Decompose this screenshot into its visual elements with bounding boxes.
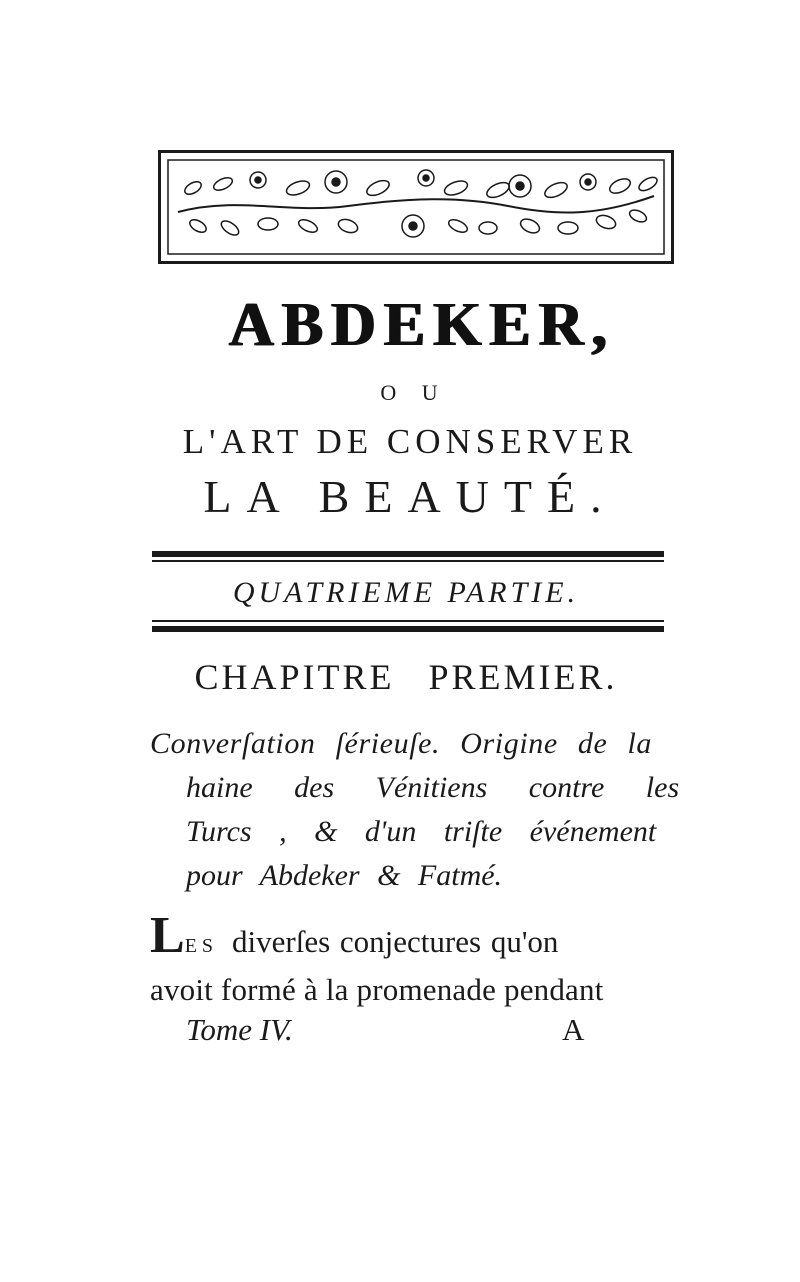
title-conjunction-text: O U [380,380,448,405]
part-heading: QUATRIEME PARTIE. [232,576,580,609]
upper-thick-rule [152,551,664,557]
chapter-summary [150,722,680,898]
subtitle-line-2: LA BEAUTÉ. [203,471,617,522]
floral-vine-headpiece-icon [158,150,674,264]
small-caps: ES [184,935,219,957]
upper-thin-rule [152,560,664,562]
drop-cap: L [150,907,185,964]
volume-label: Tome IV. [186,1012,293,1047]
body-line [150,907,670,968]
chapter-heading-word-1: CHAPITRE [194,657,395,697]
chapter-summary-line: Turcs , & d'un triſte événement [186,815,657,848]
title-conjunction [0,380,800,406]
body-line-1-text: diverſes conjectures qu'on [232,924,559,959]
lower-thin-rule [152,620,664,622]
lower-thick-rule [152,626,664,632]
chapter-summary-line: pour Abdeker & Fatmé. [186,859,503,892]
chapter-heading [150,656,662,698]
body-text [150,907,670,1012]
book-title [0,290,800,361]
chapter-summary-line: haine des Vénitiens contre les [186,771,680,804]
subtitle-line-1: L'ART DE CONSERVER [182,422,638,461]
chapter-heading-word-2: PREMIER. [428,657,618,697]
signature-mark: A [562,1012,585,1047]
body-line: avoit formé à la promenade pendant [150,972,604,1007]
book-title-text: ABDEKER, [228,291,616,359]
page-footer [186,1012,606,1056]
chapter-summary-line: Converſation ſérieuſe. Origine de la [150,727,653,760]
